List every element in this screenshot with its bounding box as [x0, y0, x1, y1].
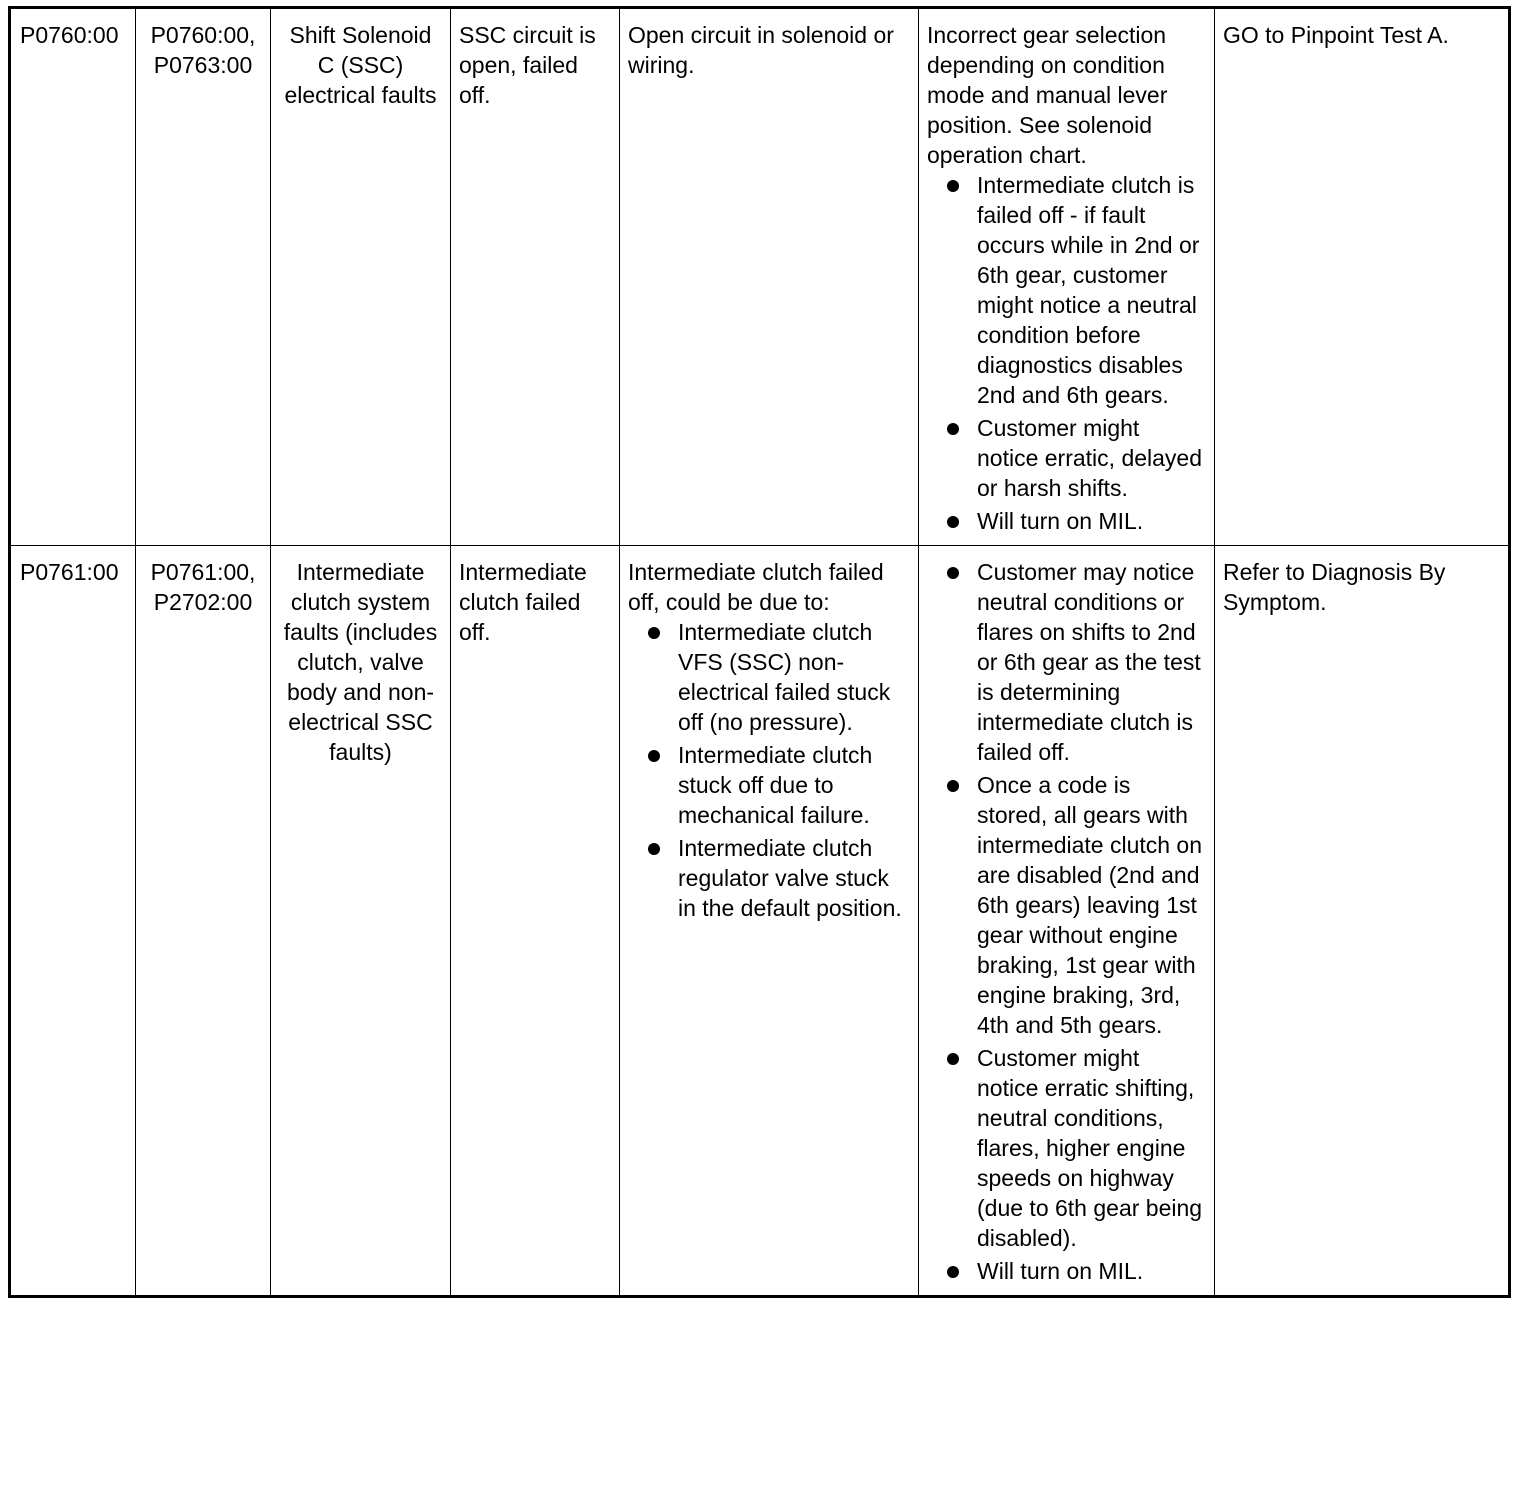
list-item-text: Customer may notice neutral conditions or flares on shifts to 2nd or 6th gear as the test is determining intermediate clutch is failed off. [977, 559, 1201, 765]
condition-cell [451, 546, 620, 1297]
description-text: Shift Solenoid C (SSC) electrical faults [284, 22, 437, 108]
list-item [927, 770, 1206, 1040]
list-item-text: Customer might notice erratic, delayed or harsh shifts. [977, 415, 1203, 501]
list-item [927, 413, 1206, 503]
symptom-list [927, 557, 1206, 1286]
dtc-code: P0761:00 [20, 559, 119, 585]
bullet-icon [947, 567, 959, 579]
dtc-code: P0760:00 [20, 22, 119, 48]
action-cell [1215, 8, 1510, 546]
condition-cell [451, 8, 620, 546]
condition-text: SSC circuit is open, failed off. [459, 22, 596, 108]
table-row [10, 546, 1510, 1297]
condition-text: Intermediate clutch failed off. [459, 559, 587, 645]
list-item [628, 617, 910, 737]
description-cell [271, 546, 451, 1297]
dtc-table [8, 6, 1511, 1298]
bullet-icon [947, 423, 959, 435]
list-item-text: Intermediate clutch stuck off due to mechanical failure. [678, 742, 873, 828]
dtc-cell [10, 546, 136, 1297]
description-text: Intermediate clutch system faults (includes clutch, valve body and non-electrical SSC faults) [283, 559, 438, 765]
symptom-list [927, 170, 1206, 536]
list-item-text: Intermediate clutch VFS (SSC) non-electrical failed stuck off (no pressure). [678, 619, 891, 735]
cause-list [628, 617, 910, 923]
related-code: P2702:00 [153, 589, 253, 615]
list-item-text: Will turn on MIL. [977, 1258, 1144, 1284]
bullet-icon [648, 843, 660, 855]
bullet-icon [947, 1266, 959, 1278]
bullet-icon [648, 627, 660, 639]
related-code: P0763:00 [153, 52, 253, 78]
list-item [927, 1256, 1206, 1286]
list-item [628, 833, 910, 923]
cause-cell [620, 546, 919, 1297]
list-item-text: Intermediate clutch is failed off - if fault occurs while in 2nd or 6th gear, customer might notice a neutral condition before diagnostics disables 2nd and 6th gears. [977, 172, 1200, 408]
related-codes-cell [136, 8, 271, 546]
list-item [927, 506, 1206, 536]
cause-intro: Intermediate clutch failed off, could be due to: [628, 559, 884, 615]
symptom-intro: Incorrect gear selection depending on condition mode and manual lever position. See solenoid operation chart. [927, 22, 1168, 168]
cause-intro: Open circuit in solenoid or wiring. [628, 22, 894, 78]
bullet-icon [947, 180, 959, 192]
bullet-icon [648, 750, 660, 762]
related-code: P0761:00, [150, 559, 256, 585]
list-item-text: Intermediate clutch regulator valve stuck in the default position. [678, 835, 902, 921]
table-row [10, 8, 1510, 546]
list-item [927, 170, 1206, 410]
bullet-icon [947, 516, 959, 528]
list-item-text: Will turn on MIL. [977, 508, 1144, 534]
action-text: GO to Pinpoint Test A. [1223, 22, 1449, 48]
symptom-cell [919, 546, 1215, 1297]
list-item [927, 1043, 1206, 1253]
related-code: P0760:00, [150, 22, 256, 48]
bullet-icon [947, 1053, 959, 1065]
list-item [927, 557, 1206, 767]
list-item-text: Customer might notice erratic shifting, neutral conditions, flares, higher engine speeds on highway (due to 6th gear being disabled). [977, 1045, 1203, 1251]
related-codes-cell [136, 546, 271, 1297]
list-item [628, 740, 910, 830]
action-cell [1215, 546, 1510, 1297]
cause-cell [620, 8, 919, 546]
symptom-cell [919, 8, 1215, 546]
list-item-text: Once a code is stored, all gears with intermediate clutch on are disabled (2nd and 6th gears) leaving 1st gear without engine braking, 1st gear with engine braking, 3rd, 4th and 5th gears. [977, 772, 1203, 1038]
action-text: Refer to Diagnosis By Symptom. [1223, 559, 1446, 615]
dtc-cell [10, 8, 136, 546]
bullet-icon [947, 780, 959, 792]
description-cell [271, 8, 451, 546]
